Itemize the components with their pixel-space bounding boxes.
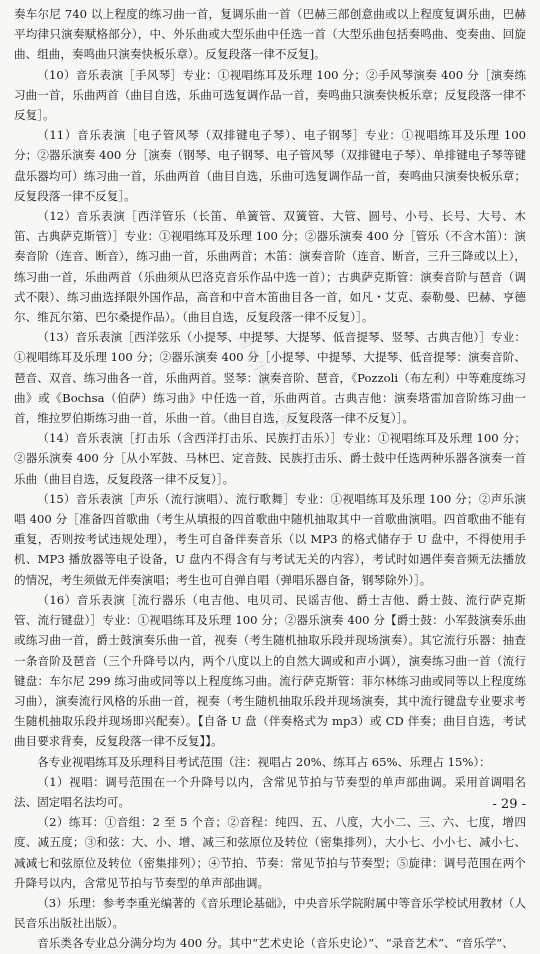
page-number: - 29 - [492, 797, 526, 812]
body-text [14, 4, 526, 954]
paragraph-pop-vocal: （15）音乐表演［声乐（流行演唱）、流行歌舞］专业：①视唱练耳及乐理 100 分；②声乐演唱 400 分［准备四首歌曲（考生从填报的四首歌曲中随机抽取其中一首歌曲演唱。四首歌曲不能有重复，否则按考试违规处理），考生可自备伴奏音乐（以 MP3 的格式储存于 U 盘中，不得使用手机、MP3 播放器等电子设备，U 盘内不得含有与考试无关的内容），考试时如遇伴奏音频无法播放的情况，考生须做无伴奏演唱；考生也可自弹自唱（弹唱乐器自备，钢琴除外）］。 [14, 491, 526, 587]
paragraph-music-theory: （3）乐理：参考李重光编著的《音乐理论基础》，中央音乐学院附属中等音乐学校试用教材（人民音乐出版社出版）。 [14, 895, 526, 931]
paragraph-exam-scope: 各专业视唱练耳及乐理科目考试范围（注：视唱占 20%、练耳占 65%、乐理占 15%）： [37, 754, 491, 769]
paragraph-total-score: 音乐类各专业总分满分均为 400 分。其中“艺术史论（音乐史论）”、“录音艺术”、“音乐学”、 [37, 936, 514, 951]
paragraph-pop-instruments: （16）音乐表演［流行器乐（电吉他、电贝司、民谣吉他、爵士吉他、爵士鼓、流行萨克斯管、流行键盘）］专业：①视唱练耳及乐理 100 分；②器乐演奏 400 分【爵士鼓：小军鼓演奏乐曲或练习曲一首，爵士鼓演奏乐曲一首，视奏（考生随机抽取乐段并现场演奏）。其它流行乐器：抽查一条音阶及琶音（三个升降号以内，两个八度以上的自然大调或和声小调），演奏练习曲一首（流行键盘：车尔尼 299 练习曲或同等以上程度练习曲。流行萨克斯管：菲尔林练习曲或同等以上程度练习曲），演奏流行风格的乐曲一首，视奏（考生随机抽取乐段并现场演奏，其中流行键盘专业要求考生随机抽取乐段并现场即兴配奏）。【自备 U 盘（伴奏格式为 mp3）或 CD 伴奏；曲目自选，考试曲目要求背奏，反复段落一律不反复】】。 [14, 592, 526, 749]
watermark: 国考生及家长服务平台 [233, 330, 320, 472]
paragraph-accordion: （10）音乐表演［手风琴］专业：①视唱练耳及乐理 100 分；②手风琴演奏 400 分［演奏练习曲一首，乐曲两首（曲目自选，乐曲可选复调作品一首，奏鸣曲只演奏快板乐章；反复段落一律不反复］。 [14, 67, 526, 123]
paragraph-electronic-organ: （11）音乐表演［电子管风琴（双排键电子琴）、电子钢琴］专业：①视唱练耳及乐理 100 分；②器乐演奏 400 分［演奏（钢琴、电子钢琴、电子管风琴（双排键电子琴）、单排键电子琴等键盘乐器均可）练习曲一首，乐曲两首（曲目自选，乐曲可选复调作品一首，奏鸣曲只演奏快板乐章；反复段落一律不反复］。 [14, 128, 526, 203]
paragraph-ear-training: （2）练耳：①音组：2 至 5 个音；②音程：纯四、五、八度，大小二、三、六、七度，增四度、减五度；③和弦：大、小、增、减三和弦原位及转位（密集排列），大小七、小小七、减小七、减减七和弦原位及转位（密集排列）；④节拍、节奏：常见节拍与节奏型；⑤旋律：调号范围在两个升降号以内，含常见节拍与节奏型的单声部曲调。 [14, 815, 526, 890]
paragraph-sight-singing: （1）视唱：调号范围在一个升降号以内，含常见节拍与节奏型的单声部曲调。采用首调唱名法、固定唱名法均可。 [14, 774, 526, 809]
paragraph-percussion: （14）音乐表演［打击乐（含西洋打击乐、民族打击乐）］专业：①视唱练耳及乐理 100 分；②器乐演奏 400 分［从小军鼓、马林巴、定音鼓、民族打击乐、爵士鼓中任选两种乐器各演奏一首乐曲（曲目自选，反复段落一律不反复）］。 [14, 431, 526, 486]
paragraph-continuation: 奏车尔尼 740 以上程度的练习曲一首，复调乐曲一首（巴赫三部创意曲或以上程度复调乐曲，巴赫平均律只演奏赋格部分），中、外乐曲或大型乐曲中任选一首（大型乐曲包括奏鸣曲、变奏曲、回旋曲、组曲，奏鸣曲只演奏快板乐章）。反复段落一律不反复]。 [14, 7, 526, 62]
paragraph-western-strings: （13）音乐表演［西洋弦乐（小提琴、中提琴、大提琴、低音提琴、竖琴、古典吉他）］专业：①视唱练耳及乐理 100 分；②器乐演奏 400 分［小提琴、中提琴、大提琴、低音提琴：演奏音阶、琶音、双音、练习曲各一首，乐曲两首。竖琴：演奏音阶、琶音，《Pozzoli（布左利）中等难度练习曲》或《Bochsa（伯萨）练习曲》中任选一首，乐曲两首。古典吉他：演奏塔雷加音阶练习曲一首，维拉罗伯斯练习曲一首，乐曲一首。（曲目自选，反复段落一律不反复）］。 [14, 330, 526, 426]
paragraph-western-wind: （12）音乐表演［西洋管乐（长笛、单簧管、双簧管、大管、圆号、小号、长号、大号、木笛、古典萨克斯管）］专业：①视唱练耳及乐理 100 分；②器乐演奏 400 分［管乐（不含木笛）：演奏音阶（连音、断音），练习曲一首，乐曲两首；木笛：演奏音阶（连音、断音，三升三降或以上），练习曲一首，乐曲两首（乐曲须从巴洛克音乐作品中选一首）；古典萨克斯管：演奏音阶与琶音（调式不限）、练习曲选择限外国作品，高音和中音木笛曲目各一首，如凡・艾克、泰勒曼、巴赫、亨德尔、维瓦尔第、巴尔桑提作品）。（曲目自选，反复段落一律不反复）］。 [14, 209, 526, 325]
